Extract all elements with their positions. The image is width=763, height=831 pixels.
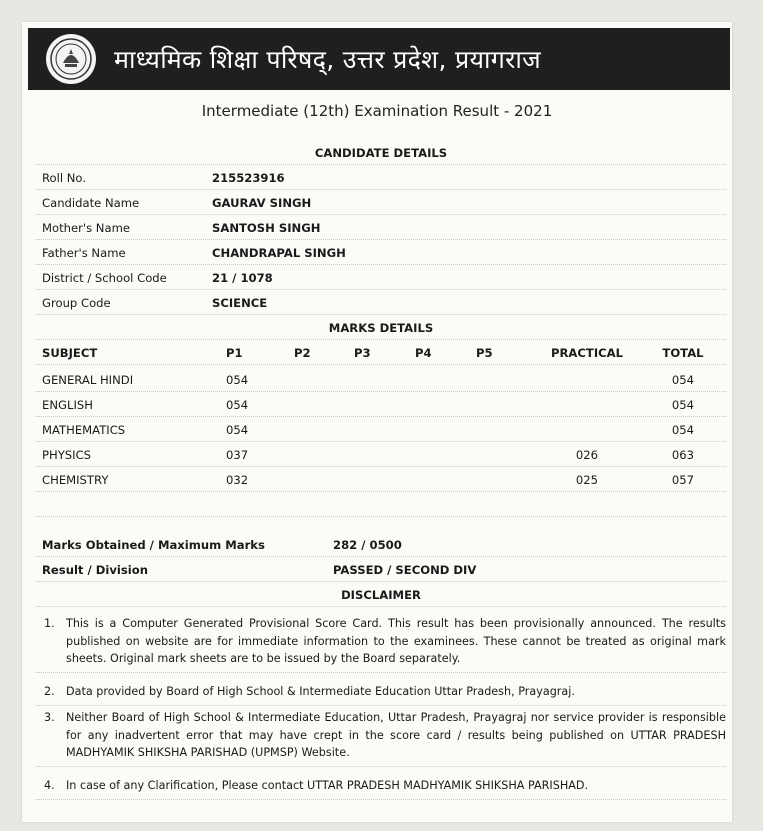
col-header-p5: P5 [476, 346, 493, 360]
subject-cell: MATHEMATICS [42, 423, 126, 437]
p1-cell: 032 [226, 473, 249, 487]
col-header-total: TOTAL [662, 346, 704, 360]
col-header-p1: P1 [226, 346, 243, 360]
disclaimer-text: Neither Board of High School & Intermediate Education, Uttar Pradesh, Prayagraj nor service provider is responsible for any inadvertent error that may have crept in the score card / results being published on UTTAR PRADESH MADHYAMIK SHIKSHA PARISHAD (UPMSP) Website. [66, 711, 726, 759]
field-row-district-school-code [36, 265, 726, 290]
disclaimer-number: 1. [44, 617, 55, 630]
table-row [36, 392, 726, 417]
disclaimer-number: 2. [44, 685, 55, 698]
disclaimer-item [36, 773, 726, 800]
p1-cell: 054 [226, 398, 249, 412]
p1-cell: 054 [226, 373, 249, 387]
disclaimer-text: This is a Computer Generated Provisional Score Card. This result has been provisionally announced. The results published on website are for immediate information to the examinees. These cannot be treated as original mark sheets. Original mark sheets are to be issued by the Board separately. [66, 617, 726, 665]
col-header-p2: P2 [294, 346, 311, 360]
result-division-label: Result / Division [42, 563, 148, 577]
field-value: 21 / 1078 [212, 271, 273, 285]
field-label: Father's Name [42, 246, 126, 260]
p1-cell: 054 [226, 423, 249, 437]
total-cell: 054 [671, 398, 695, 412]
subject-cell: GENERAL HINDI [42, 373, 134, 387]
total-cell: 063 [671, 448, 695, 462]
candidate-section-title: CANDIDATE DETAILS [314, 146, 448, 160]
board-title: माध्यमिक शिक्षा परिषद्, उत्तर प्रदेश, प्रयागराज [114, 45, 542, 74]
disclaimer-item [36, 705, 726, 767]
subject-cell: CHEMISTRY [42, 473, 109, 487]
subject-cell: ENGLISH [42, 398, 93, 412]
total-cell: 054 [671, 373, 695, 387]
result-sheet [22, 22, 732, 822]
disclaimer-item [36, 679, 726, 706]
col-header-p3: P3 [354, 346, 371, 360]
disclaimer-text: In case of any Clarification, Please contact UTTAR PRADESH MADHYAMIK SHIKSHA PARISHAD. [66, 779, 589, 792]
result-division-row [36, 557, 726, 582]
marks-obtained-value: 282 / 0500 [333, 538, 402, 552]
field-label: Mother's Name [42, 221, 131, 235]
field-row-father-name [36, 240, 726, 265]
p1-cell: 037 [226, 448, 249, 462]
field-value: GAURAV SINGH [212, 196, 312, 210]
field-row-roll-no [36, 165, 726, 190]
field-value: 215523916 [212, 171, 285, 185]
practical-cell: 025 [575, 473, 599, 487]
empty-row-spacer [36, 492, 726, 517]
table-row [36, 417, 726, 442]
candidate-section-header [36, 140, 726, 165]
table-row [36, 442, 726, 467]
marks-section-header [36, 315, 726, 340]
board-emblem-icon [46, 34, 96, 84]
field-row-group-code [36, 290, 726, 315]
disclaimer-text: Data provided by Board of High School & Intermediate Education Uttar Pradesh, Prayagraj. [66, 685, 575, 698]
marks-obtained-label: Marks Obtained / Maximum Marks [42, 538, 265, 552]
field-value: CHANDRAPAL SINGH [212, 246, 346, 260]
total-cell: 057 [671, 473, 695, 487]
col-header-practical: PRACTICAL [551, 346, 623, 360]
result-division-value: PASSED / SECOND DIV [333, 563, 477, 577]
marks-obtained-row [36, 532, 726, 557]
marks-section-title: MARKS DETAILS [328, 321, 434, 335]
subject-cell: PHYSICS [42, 448, 92, 462]
marks-table-header [36, 340, 726, 365]
field-label: Roll No. [42, 171, 87, 185]
disclaimer-number: 4. [44, 779, 55, 792]
disclaimer-number: 3. [44, 711, 55, 724]
table-row [36, 467, 726, 492]
header-banner [28, 28, 730, 90]
field-row-mother-name [36, 215, 726, 240]
disclaimer-title: DISCLAIMER [341, 588, 421, 602]
total-cell: 054 [671, 423, 695, 437]
disclaimer-item [36, 611, 726, 673]
field-label: District / School Code [42, 271, 167, 285]
disclaimer-section-header [36, 582, 726, 607]
practical-cell: 026 [575, 448, 599, 462]
col-header-p4: P4 [415, 346, 432, 360]
field-label: Candidate Name [42, 196, 140, 210]
field-value: SCIENCE [212, 296, 268, 310]
table-row [36, 367, 726, 392]
field-label: Group Code [42, 296, 111, 310]
col-header-subject: SUBJECT [42, 346, 98, 360]
field-row-candidate-name [36, 190, 726, 215]
exam-title: Intermediate (12th) Examination Result - 2021 [201, 102, 553, 120]
field-value: SANTOSH SINGH [212, 221, 321, 235]
